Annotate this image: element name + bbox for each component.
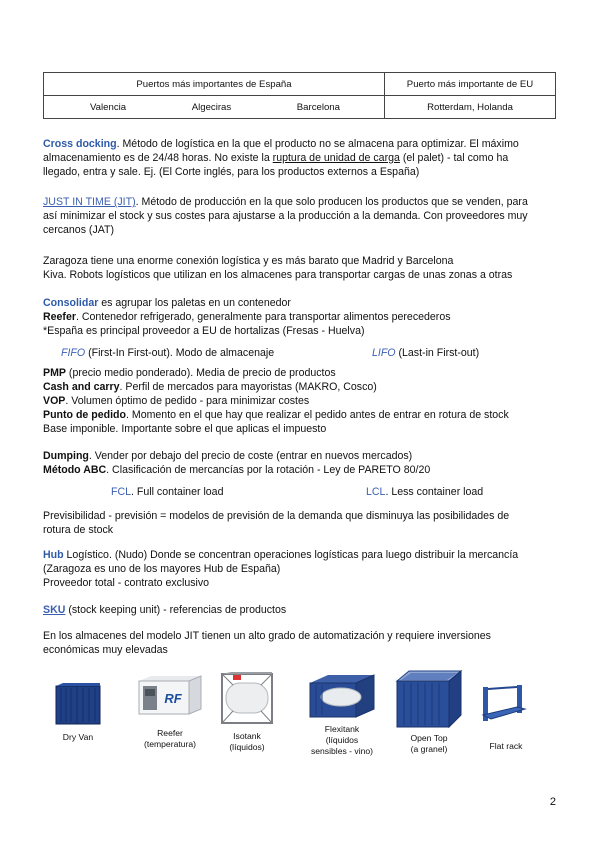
base-line: Base imponible. Importante sobre el que aplicas el impuesto xyxy=(43,423,327,435)
isotank-image xyxy=(221,671,273,725)
consolidar-line: Consolidar es agrupar los paletas en un contenedor xyxy=(43,297,291,309)
cross-docking-line-1: Cross docking. Método de logística en la que el producto no se almacena para optimizar. El máximo xyxy=(43,138,519,150)
sku-line: SKU (stock keeping unit) - referencias de productos xyxy=(43,604,287,616)
jit-note-line-2: económicas muy elevadas xyxy=(43,644,168,656)
consolidar-term: Consolidar xyxy=(43,297,99,309)
caption-reefer: Reefer (temperatura) xyxy=(143,728,197,749)
jit-link[interactable]: JUST IN TIME (JIT) xyxy=(43,196,136,208)
hub-line-1: Hub Logístico. (Nudo) Donde se concentran operaciones logísticas para luego distribuir la mercancía xyxy=(43,549,519,561)
jit-line-1: JUST IN TIME (JIT). Método de producción en la que solo producen los productos que se venden, para xyxy=(43,196,528,208)
ports-spain-cell xyxy=(44,96,385,119)
jit-line-2: así minimizar el stock y sus costes para ajustarse a la producción a la demanda. Con proveedores muy xyxy=(43,210,528,222)
kiva-line: Kiva. Robots logísticos que utilizan en los almacenes para transportar cargas de unas zonas a otras xyxy=(43,269,513,281)
open-top-image xyxy=(395,669,463,729)
ports-table xyxy=(43,72,556,119)
hub-line-2: (Zaragoza es uno de los mayores Hub de España) xyxy=(43,563,281,575)
pmp-line: PMP (precio medio ponderado). Media de precio de productos xyxy=(43,367,336,379)
reefer-line: Reefer. Contenedor refrigerado, generalmente para transportar alimentos perecederos xyxy=(43,311,451,323)
abc-line: Método ABC. Clasificación de mercancías por la rotación - Ley de PARETO 80/20 xyxy=(43,464,431,476)
dry-van-image xyxy=(55,682,101,725)
caption-open-top: Open Top (a granel) xyxy=(410,733,448,754)
spain-note-line: *España es principal proveedor a EU de hortalizas (Fresas - Huelva) xyxy=(43,325,365,337)
dumping-line: Dumping. Vender por debajo del precio de coste (entrar en nuevos mercados) xyxy=(43,450,413,462)
cash-line: Cash and carry. Perfil de mercados para mayoristas (MAKRO, Cosco) xyxy=(43,381,377,393)
jit-line-3: cercanos (JAT) xyxy=(43,224,115,236)
cross-docking-line-3: llegado, entra y sale. Ej. (El Corte inglés, para los productos externos a España) xyxy=(43,166,420,178)
sku-link[interactable]: SKU xyxy=(43,604,66,616)
port-valencia: Valencia xyxy=(90,101,127,113)
fifo-term: FIFO xyxy=(61,347,86,359)
caption-dry-van: Dry Van xyxy=(62,732,94,742)
lifo-term: LIFO xyxy=(372,347,396,359)
punto-line: Punto de pedido. Momento en el que hay que realizar el pedido antes de entrar en rotura de stock xyxy=(43,409,509,421)
fifo-line: FIFO (First-In First-out). Modo de almacenaje xyxy=(61,347,275,359)
ports-spain-header: Puertos más importantes de España xyxy=(44,73,385,96)
svg-text:RF: RF xyxy=(164,691,182,706)
lcl-line: LCL. Less container load xyxy=(366,486,484,498)
jit-note-line-1: En los almacenes del modelo JIT tienen un alto grado de automatización y requiere inversiones xyxy=(43,630,491,642)
previs-line-1: Previsibilidad - previsión = modelos de previsión de la demanda que disminuya las posibilidades de xyxy=(43,510,510,522)
port-rotterdam: Rotterdam, Holanda xyxy=(385,96,556,119)
caption-flat-rack: Flat rack xyxy=(489,741,523,751)
vop-line: VOP. Volumen óptimo de pedido - para minimizar costes xyxy=(43,395,310,407)
zaragoza-line: Zaragoza tiene una enorme conexión logística y es más barato que Madrid y Barcelona xyxy=(43,255,454,267)
page-number: 2 xyxy=(549,796,556,808)
reefer-image xyxy=(137,675,203,715)
port-barcelona: Barcelona xyxy=(296,101,340,113)
lifo-line: LIFO (Last-in First-out) xyxy=(372,347,480,359)
hub-term: Hub xyxy=(43,549,64,561)
flexitank-image xyxy=(308,673,376,719)
ruptura-term: ruptura de unidad de carga xyxy=(272,152,400,164)
caption-isotank: Isotank (líquidos) xyxy=(229,731,265,752)
cross-docking-line-2: almacenamiento es de 24/48 horas. No existe la ruptura de unidad de carga (el palet) - tal como ha xyxy=(43,152,509,164)
ports-eu-header: Puerto más importante de EU xyxy=(385,73,556,96)
fcl-line: FCL. Full container load xyxy=(111,486,224,498)
flat-rack-image xyxy=(481,683,527,723)
port-algeciras: Algeciras xyxy=(191,101,232,113)
caption-flexitank: Flexitank (líquidos sensibles - vino) xyxy=(310,724,374,756)
hub-line-3: Proveedor total - contrato exclusivo xyxy=(43,577,210,589)
cross-docking-term: Cross docking xyxy=(43,138,117,150)
previs-line-2: rotura de stock xyxy=(43,524,114,536)
